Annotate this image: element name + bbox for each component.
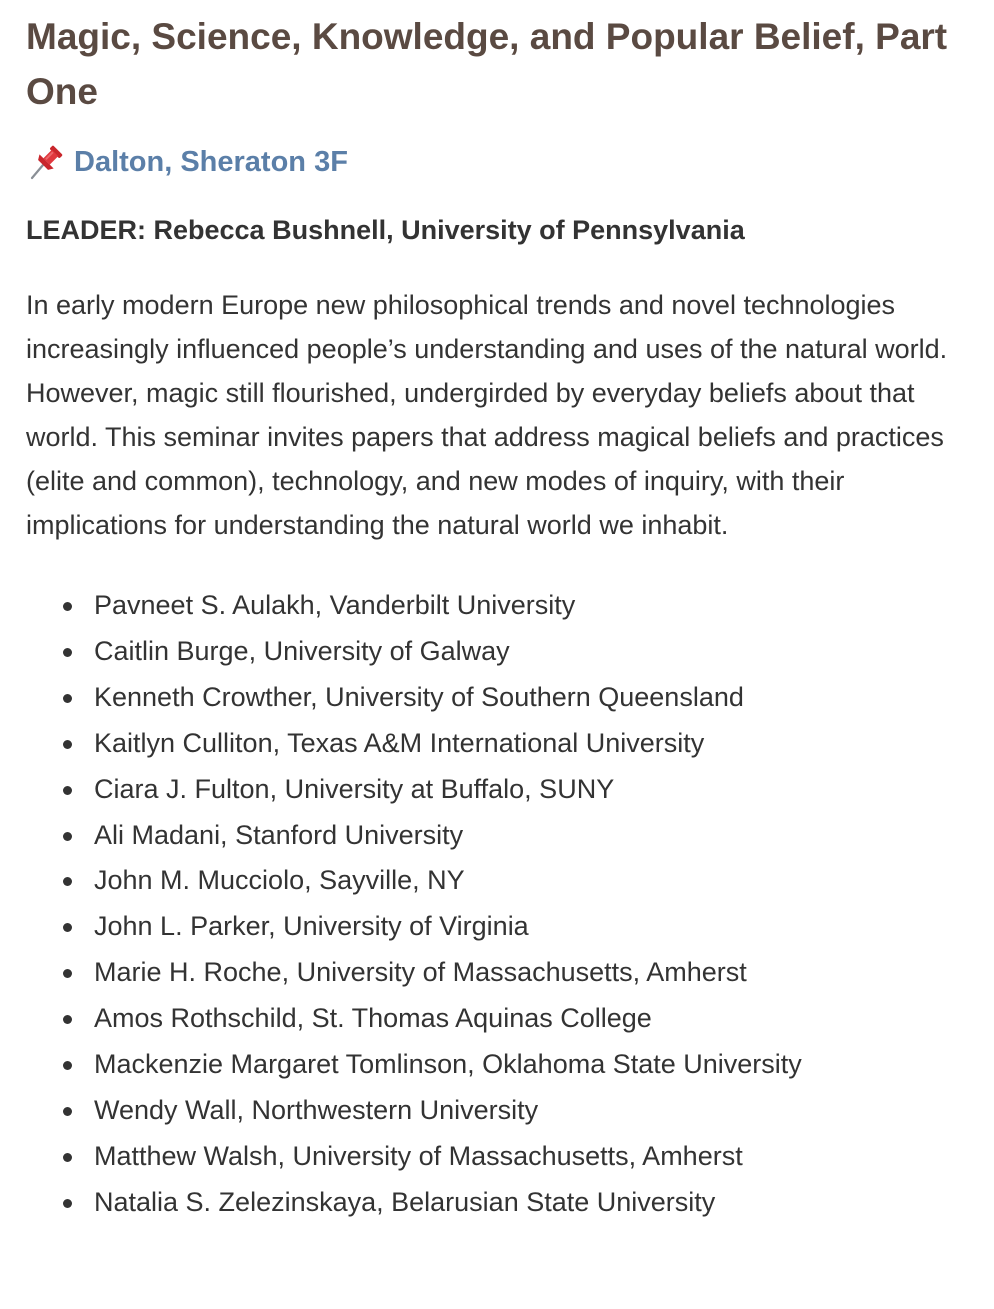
- list-item: John M. Mucciolo, Sayville, NY: [26, 858, 968, 904]
- list-item: Kenneth Crowther, University of Southern Queensland: [26, 675, 968, 721]
- list-item: Caitlin Burge, University of Galway: [26, 629, 968, 675]
- session-page: [0, 9, 994, 1226]
- pushpin-icon: [26, 142, 66, 182]
- list-item: Marie H. Roche, University of Massachusetts, Amherst: [26, 950, 968, 996]
- participant-list: [26, 583, 968, 1226]
- location-link[interactable]: Dalton, Sheraton 3F: [74, 145, 348, 178]
- list-item: Mackenzie Margaret Tomlinson, Oklahoma State University: [26, 1042, 968, 1088]
- list-item: Pavneet S. Aulakh, Vanderbilt University: [26, 583, 968, 629]
- list-item: Kaitlyn Culliton, Texas A&M International University: [26, 721, 968, 767]
- list-item: Wendy Wall, Northwestern University: [26, 1088, 968, 1134]
- session-location: [26, 142, 968, 182]
- session-leader: LEADER: Rebecca Bushnell, University of Pennsylvania: [26, 215, 745, 245]
- list-item: Amos Rothschild, St. Thomas Aquinas College: [26, 996, 968, 1042]
- list-item: Ciara J. Fulton, University at Buffalo, SUNY: [26, 767, 968, 813]
- list-item: Natalia S. Zelezinskaya, Belarusian State University: [26, 1180, 968, 1226]
- session-title: Magic, Science, Knowledge, and Popular Belief, Part One: [26, 16, 948, 112]
- list-item: John L. Parker, University of Virginia: [26, 904, 968, 950]
- list-item: Matthew Walsh, University of Massachusetts, Amherst: [26, 1134, 968, 1180]
- session-description: In early modern Europe new philosophical trends and novel technologies increasingly influenced people’s understanding and uses of the natural world. However, magic still flourished, undergirded by everyday beliefs about that world. This seminar invites papers that address magical beliefs and practices (elite and common), technology, and new modes of inquiry, with their implications for understanding the natural world we inhabit.: [26, 290, 948, 540]
- list-item: Ali Madani, Stanford University: [26, 813, 968, 859]
